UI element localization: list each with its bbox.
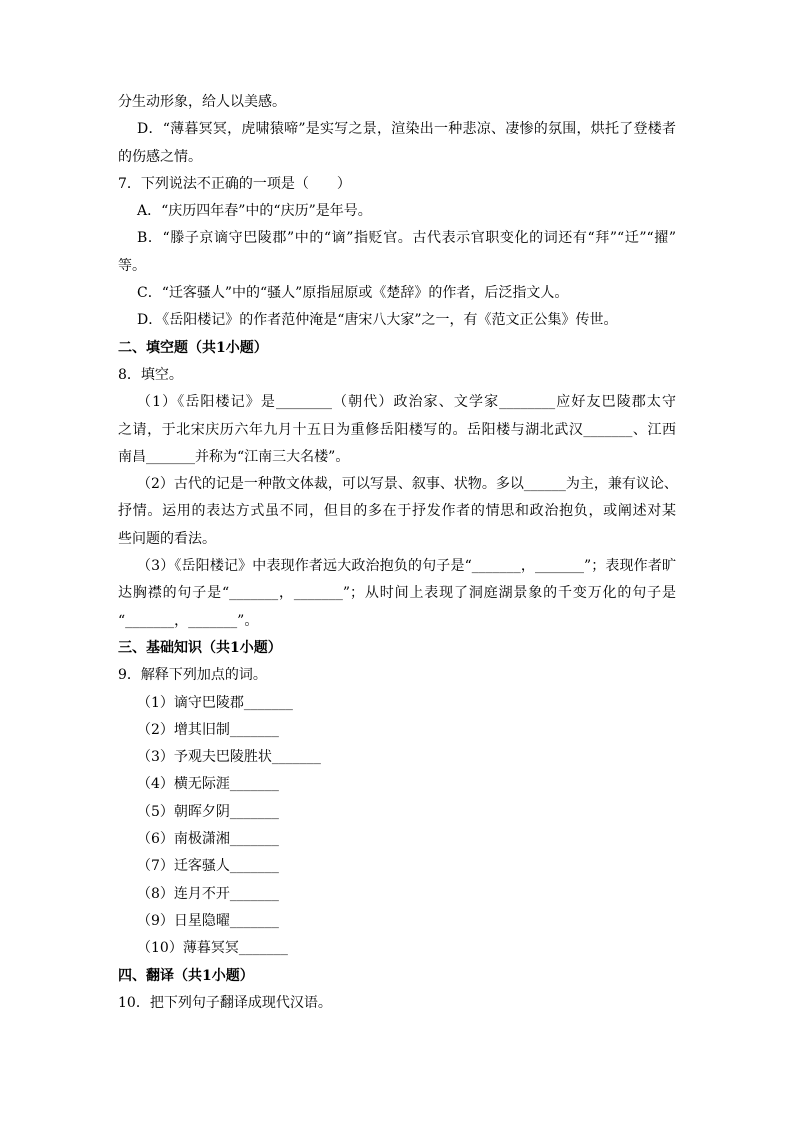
fill-blank-line: 达胸襟的句子是“_______，_______”；从时间上表现了洞庭湖景象的千变万化的句子是 <box>118 585 676 602</box>
question-9-stem: 9．解释下列加点的词。 <box>118 667 267 684</box>
fill-blank-line: （1）《岳阳楼记》是________（朝代）政治家、文学家________应好友巴陵郡太守 <box>137 394 676 411</box>
question-7-option-d: D．《岳阳楼记》的作者范仲淹是“唐宋八大家”之一，有《范文正公集》传世。 <box>137 312 618 329</box>
question-9-item: （1）谪守巴陵郡_______ <box>137 694 293 711</box>
question-7-option-b: B．“滕子京谪守巴陵郡”中的“谪”指贬官。古代表示官职变化的词还有“拜”“迁”“擢” <box>137 230 676 247</box>
question-9-items <box>118 690 676 963</box>
question-7-stem: 7．下列说法不正确的一项是（ ） <box>118 175 351 192</box>
question-9-item: （7）迁客骚人_______ <box>137 858 279 875</box>
section-2 <box>118 335 676 635</box>
question-9-item: （9）日星隐曜_______ <box>137 912 279 929</box>
question-6-option-c-end: 分生动形象，给人以美感。 <box>118 94 286 110</box>
question-8-part-2 <box>118 471 676 553</box>
question-9-item: （4）横无际涯_______ <box>137 776 279 793</box>
question-10-stem: 10．把下列句子翻译成现代汉语。 <box>118 994 332 1011</box>
question-7-option-a: A．“庆历四年春”中的“庆历”是年号。 <box>137 203 372 220</box>
question-8-stem: 8．填空。 <box>118 366 183 383</box>
fill-blank-line: 之请，于北宋庆历六年九月十五日为重修岳阳楼写的。岳阳楼与湖北武汉_______、江西 <box>118 421 676 438</box>
question-9-item: （6）南极潇湘_______ <box>137 831 279 848</box>
question-9-item: （5）朝晖夕阴_______ <box>137 803 279 820</box>
section-heading: 四、翻译（共1小题） <box>118 967 254 984</box>
question-8-part-3 <box>118 553 676 635</box>
question-6-option-d-line: D．“薄暮冥冥，虎啸猿啼”是实写之景，渲染出一种悲凉、凄惨的氛围，烘托了登楼者 <box>137 121 676 138</box>
question-6 <box>118 89 676 171</box>
document-page <box>118 89 676 1017</box>
question-9-item: （2）增其旧制_______ <box>137 721 279 738</box>
question-7-option-c: C．“迁客骚人”中的“骚人”原指屈原或《楚辞》的作者，后泛指文人。 <box>137 285 569 302</box>
question-6-option-d-line: 的伤感之情。 <box>118 148 202 165</box>
question-7 <box>118 171 676 335</box>
fill-blank-line: 抒情。运用的表达方式虽不同，但目的多在于抒发作者的情思和政治抱负，或阐述对某 <box>118 503 676 520</box>
section-heading: 二、填空题（共1小题） <box>118 339 268 356</box>
question-9-item: （3）予观夫巴陵胜状_______ <box>137 749 321 766</box>
question-9-item: （10）薄暮冥冥_______ <box>137 940 288 957</box>
question-7-option-b-continuation: 等。 <box>118 257 146 274</box>
section-heading: 三、基础知识（共1小题） <box>118 639 282 656</box>
fill-blank-line: （3）《岳阳楼记》中表现作者远大政治抱负的句子是“_______，_______”；表现作者旷 <box>137 558 676 575</box>
section-3 <box>118 635 676 963</box>
fill-blank-line: （2）古代的记是一种散文体裁，可以写景、叙事、状物。多以______为主，兼有议论、 <box>137 476 678 493</box>
section-4 <box>118 963 676 1018</box>
question-9-item: （8）连月不开_______ <box>137 885 279 902</box>
question-8-part-1 <box>118 389 676 471</box>
fill-blank-line: “_______，_______”。 <box>118 612 259 629</box>
fill-blank-line: 些问题的看法。 <box>118 530 216 547</box>
fill-blank-line: 南昌_______并称为“江南三大名楼”。 <box>118 448 350 465</box>
